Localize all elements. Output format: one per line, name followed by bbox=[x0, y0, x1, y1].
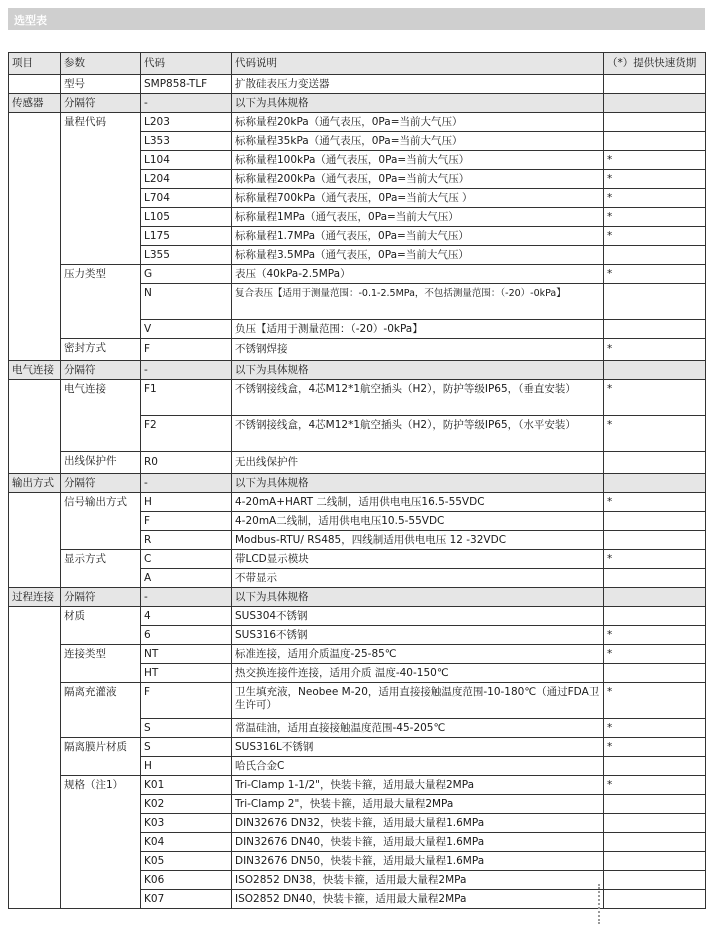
table-row bbox=[9, 550, 706, 569]
item-cell bbox=[9, 113, 61, 361]
param-cell: 密封方式 bbox=[61, 339, 141, 361]
desc-cell: 4-20mA二线制，适用供电电压10.5-55VDC bbox=[232, 512, 604, 531]
header-desc: 代码说明 bbox=[232, 53, 604, 75]
desc-cell: 标称量程700kPa（通气表压，0Pa=当前大气压 ） bbox=[232, 189, 604, 208]
code-cell: L704 bbox=[141, 189, 232, 208]
desc-cell: 复合表压【适用于测量范围：-0.1-2.5MPa，不包括测量范围：（-20）-0kPa】 bbox=[232, 284, 604, 320]
star-cell: * bbox=[604, 645, 706, 664]
desc-cell: DIN32676 DN32，快装卡箍，适用最大量程1.6MPa bbox=[232, 814, 604, 833]
star-cell: * bbox=[604, 550, 706, 569]
header-row bbox=[9, 53, 706, 75]
code-cell: S bbox=[141, 738, 232, 757]
table-row bbox=[9, 493, 706, 512]
desc-cell: 标称量程1MPa（通气表压，0Pa=当前大气压） bbox=[232, 208, 604, 227]
desc-cell: 卫生填充液，Neobee M-20，适用直接接触温度范围-10-180℃（通过FDA卫生许可） bbox=[232, 683, 604, 719]
code-cell: - bbox=[141, 588, 232, 607]
star-cell bbox=[604, 795, 706, 814]
code-cell: N bbox=[141, 284, 232, 320]
star-cell: * bbox=[604, 380, 706, 416]
code-cell: R0 bbox=[141, 452, 232, 474]
code-cell: 6 bbox=[141, 626, 232, 645]
code-cell: L105 bbox=[141, 208, 232, 227]
header-code: 代码 bbox=[141, 53, 232, 75]
code-cell: L203 bbox=[141, 113, 232, 132]
param-cell: 分隔符 bbox=[61, 94, 141, 113]
star-cell bbox=[604, 132, 706, 151]
code-cell: K03 bbox=[141, 814, 232, 833]
star-cell: * bbox=[604, 170, 706, 189]
desc-cell: 以下为具体规格 bbox=[232, 588, 604, 607]
separator-row bbox=[9, 94, 706, 113]
desc-cell: Tri-Clamp 1-1/2"，快装卡箍，适用最大量程2MPa bbox=[232, 776, 604, 795]
desc-cell: 标称量程35kPa（通气表压，0Pa=当前大气压） bbox=[232, 132, 604, 151]
param-cell: 规格（注1） bbox=[61, 776, 141, 909]
desc-cell: Tri-Clamp 2"，快装卡箍，适用最大量程2MPa bbox=[232, 795, 604, 814]
code-cell: NT bbox=[141, 645, 232, 664]
desc-cell: ISO2852 DN40，快装卡箍，适用最大量程2MPa bbox=[232, 890, 604, 909]
desc-cell: 哈氏合金C bbox=[232, 757, 604, 776]
param-cell: 量程代码 bbox=[61, 113, 141, 265]
section-item: 过程连接 bbox=[9, 588, 61, 607]
item-cell bbox=[9, 493, 61, 588]
star-cell bbox=[604, 361, 706, 380]
section-item: 电气连接 bbox=[9, 361, 61, 380]
star-cell: * bbox=[604, 683, 706, 719]
code-cell: S bbox=[141, 719, 232, 738]
desc-cell: 表压（40kPa-2.5MPa） bbox=[232, 265, 604, 284]
star-cell bbox=[604, 474, 706, 493]
desc-cell: 4-20mA+HART 二线制，适用供电电压16.5-55VDC bbox=[232, 493, 604, 512]
desc-cell: 不锈钢焊接 bbox=[232, 339, 604, 361]
table-row bbox=[9, 645, 706, 664]
star-cell: * bbox=[604, 227, 706, 246]
code-cell: V bbox=[141, 320, 232, 339]
star-cell bbox=[604, 531, 706, 550]
param-cell: 显示方式 bbox=[61, 550, 141, 588]
star-cell: * bbox=[604, 626, 706, 645]
param-cell: 分隔符 bbox=[61, 361, 141, 380]
star-cell: * bbox=[604, 719, 706, 738]
desc-cell: SUS316L不锈钢 bbox=[232, 738, 604, 757]
item-cell bbox=[9, 75, 61, 94]
desc-cell: 以下为具体规格 bbox=[232, 474, 604, 493]
desc-cell: 带LCD显示模块 bbox=[232, 550, 604, 569]
table-row bbox=[9, 339, 706, 361]
code-cell: C bbox=[141, 550, 232, 569]
separator-row bbox=[9, 474, 706, 493]
star-cell bbox=[604, 833, 706, 852]
code-cell: K02 bbox=[141, 795, 232, 814]
code-cell: A bbox=[141, 569, 232, 588]
star-cell: * bbox=[604, 493, 706, 512]
param-cell: 出线保护件 bbox=[61, 452, 141, 474]
code-cell: - bbox=[141, 94, 232, 113]
code-cell: K06 bbox=[141, 871, 232, 890]
star-cell bbox=[604, 871, 706, 890]
code-cell: K04 bbox=[141, 833, 232, 852]
page-title: 选型表 bbox=[14, 14, 47, 27]
param-cell: 连接类型 bbox=[61, 645, 141, 683]
param-cell: 分隔符 bbox=[61, 474, 141, 493]
code-cell: L355 bbox=[141, 246, 232, 265]
code-cell: L104 bbox=[141, 151, 232, 170]
star-cell bbox=[604, 607, 706, 626]
separator-row bbox=[9, 361, 706, 380]
code-cell: G bbox=[141, 265, 232, 284]
desc-cell: 以下为具体规格 bbox=[232, 94, 604, 113]
star-cell: * bbox=[604, 151, 706, 170]
code-cell: L353 bbox=[141, 132, 232, 151]
desc-cell: DIN32676 DN40，快装卡箍，适用最大量程1.6MPa bbox=[232, 833, 604, 852]
star-cell bbox=[604, 569, 706, 588]
desc-cell: 以下为具体规格 bbox=[232, 361, 604, 380]
star-cell bbox=[604, 113, 706, 132]
desc-cell: 标称量程200kPa（通气表压，0Pa=当前大气压） bbox=[232, 170, 604, 189]
code-cell: H bbox=[141, 493, 232, 512]
code-cell: F bbox=[141, 683, 232, 719]
star-cell: * bbox=[604, 339, 706, 361]
desc-cell: 负压【适用于测量范围：（-20）-0kPa】 bbox=[232, 320, 604, 339]
header-item: 项目 bbox=[9, 53, 61, 75]
desc-cell: SUS304不锈钢 bbox=[232, 607, 604, 626]
star-cell bbox=[604, 320, 706, 339]
star-cell bbox=[604, 512, 706, 531]
param-cell: 压力类型 bbox=[61, 265, 141, 339]
code-cell: F2 bbox=[141, 416, 232, 452]
param-cell: 电气连接 bbox=[61, 380, 141, 452]
code-cell: R bbox=[141, 531, 232, 550]
desc-cell: 标准连接，适用介质温度-25-85℃ bbox=[232, 645, 604, 664]
param-cell: 分隔符 bbox=[61, 588, 141, 607]
param-cell: 隔离充灌液 bbox=[61, 683, 141, 738]
separator-row bbox=[9, 588, 706, 607]
star-cell: * bbox=[604, 208, 706, 227]
code-cell: L175 bbox=[141, 227, 232, 246]
star-cell: * bbox=[604, 265, 706, 284]
table-row bbox=[9, 607, 706, 626]
desc-cell: 热交换连接件连接，适用介质 温度-40-150℃ bbox=[232, 664, 604, 683]
desc-cell: 标称量程100kPa（通气表压，0Pa=当前大气压） bbox=[232, 151, 604, 170]
desc-cell: DIN32676 DN50，快装卡箍，适用最大量程1.6MPa bbox=[232, 852, 604, 871]
desc-cell: 不锈钢接线盒，4芯M12*1航空插头（H2），防护等级IP65，（垂直安装） bbox=[232, 380, 604, 416]
table-row bbox=[9, 265, 706, 284]
star-cell bbox=[604, 757, 706, 776]
desc-cell: 不带显示 bbox=[232, 569, 604, 588]
table-row bbox=[9, 380, 706, 416]
selection-table bbox=[8, 52, 706, 909]
desc-cell: 不锈钢接线盒，4芯M12*1航空插头（H2），防护等级IP65，（水平安装） bbox=[232, 416, 604, 452]
code-cell: L204 bbox=[141, 170, 232, 189]
code-cell: - bbox=[141, 361, 232, 380]
table-row bbox=[9, 738, 706, 757]
star-cell: * bbox=[604, 416, 706, 452]
star-cell: * bbox=[604, 738, 706, 757]
desc-cell: 扩散硅表压力变送器 bbox=[232, 75, 604, 94]
code-cell: F1 bbox=[141, 380, 232, 416]
table-row bbox=[9, 113, 706, 132]
section-item: 输出方式 bbox=[9, 474, 61, 493]
star-cell bbox=[604, 284, 706, 320]
code-cell: F bbox=[141, 512, 232, 531]
star-cell: * bbox=[604, 776, 706, 795]
star-cell bbox=[604, 452, 706, 474]
star-cell bbox=[604, 664, 706, 683]
title-bar bbox=[8, 8, 705, 30]
desc-cell: Modbus-RTU/ RS485，四线制适用供电电压 12 -32VDC bbox=[232, 531, 604, 550]
code-cell: F bbox=[141, 339, 232, 361]
star-cell bbox=[604, 94, 706, 113]
code-cell: K05 bbox=[141, 852, 232, 871]
table-row bbox=[9, 683, 706, 719]
code-cell: - bbox=[141, 474, 232, 493]
desc-cell: ISO2852 DN38，快装卡箍，适用最大量程2MPa bbox=[232, 871, 604, 890]
code-cell: K07 bbox=[141, 890, 232, 909]
code-cell: K01 bbox=[141, 776, 232, 795]
item-cell bbox=[9, 607, 61, 909]
star-cell bbox=[604, 890, 706, 909]
desc-cell: 常温硅油，适用直接接触温度范围-45-205℃ bbox=[232, 719, 604, 738]
star-cell bbox=[604, 814, 706, 833]
code-cell: H bbox=[141, 757, 232, 776]
header-param: 参数 bbox=[61, 53, 141, 75]
table-row bbox=[9, 75, 706, 94]
code-cell: HT bbox=[141, 664, 232, 683]
param-cell: 材质 bbox=[61, 607, 141, 645]
param-cell: 信号输出方式 bbox=[61, 493, 141, 550]
section-item: 传感器 bbox=[9, 94, 61, 113]
dotted-mark bbox=[598, 884, 602, 924]
item-cell bbox=[9, 380, 61, 474]
desc-cell: 标称量程20kPa（通气表压，0Pa=当前大气压） bbox=[232, 113, 604, 132]
code-cell: 4 bbox=[141, 607, 232, 626]
desc-cell: 无出线保护件 bbox=[232, 452, 604, 474]
star-cell bbox=[604, 588, 706, 607]
desc-cell: 标称量程3.5MPa（通气表压，0Pa=当前大气压） bbox=[232, 246, 604, 265]
code-cell: SMP858-TLF bbox=[141, 75, 232, 94]
desc-cell: 标称量程1.7MPa（通气表压，0Pa=当前大气压） bbox=[232, 227, 604, 246]
header-fast-delivery: （*）提供快速货期 bbox=[604, 53, 706, 75]
star-cell bbox=[604, 852, 706, 871]
param-cell: 隔离膜片材质 bbox=[61, 738, 141, 776]
table-row bbox=[9, 452, 706, 474]
table-row bbox=[9, 776, 706, 795]
star-cell bbox=[604, 75, 706, 94]
desc-cell: SUS316不锈钢 bbox=[232, 626, 604, 645]
star-cell bbox=[604, 246, 706, 265]
param-cell: 型号 bbox=[61, 75, 141, 94]
star-cell: * bbox=[604, 189, 706, 208]
